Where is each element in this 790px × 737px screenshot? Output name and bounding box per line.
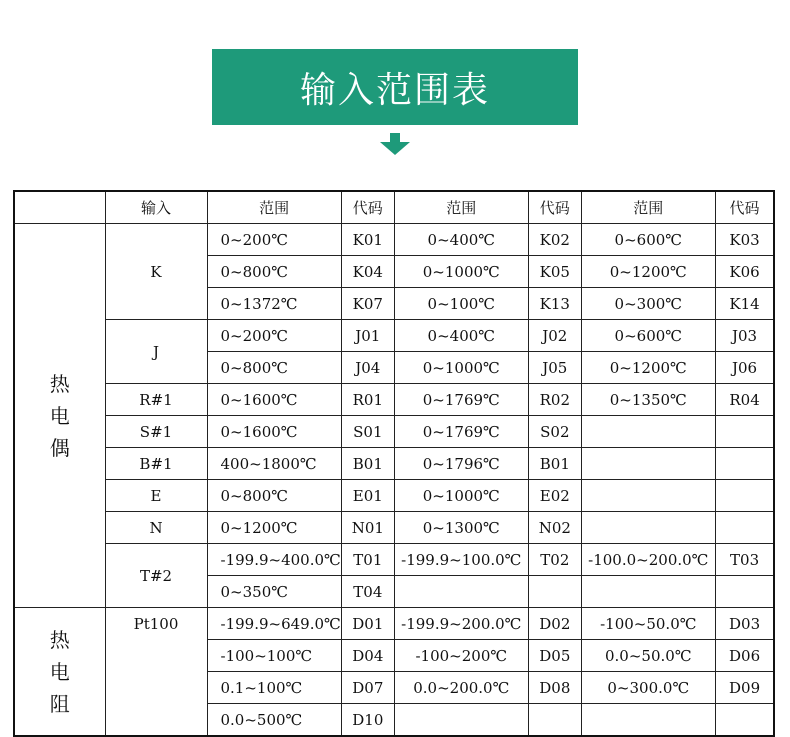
range-cell: 0~400℃ <box>394 224 528 256</box>
range-cell: -100~200℃ <box>394 640 528 672</box>
range-cell: 0~1000℃ <box>394 480 528 512</box>
range-cell: 0~400℃ <box>394 320 528 352</box>
input-type-cell: Pt100 <box>105 608 207 737</box>
thermocouple-category-label <box>14 224 105 608</box>
range-cell <box>394 704 528 737</box>
code-cell <box>715 704 774 737</box>
range-cell: 0~200℃ <box>207 320 341 352</box>
code-cell: E02 <box>528 480 581 512</box>
range-cell: 0~350℃ <box>207 576 341 608</box>
rtd-category-label <box>14 608 105 737</box>
input-type-cell: R#1 <box>105 384 207 416</box>
category-char: 偶 <box>49 435 70 460</box>
code-cell: R01 <box>341 384 394 416</box>
code-cell: K03 <box>715 224 774 256</box>
table-row <box>14 224 774 256</box>
category-char: 电 <box>49 403 70 428</box>
header-cell: 代码 <box>341 191 394 224</box>
range-cell <box>581 416 715 448</box>
title-banner <box>212 49 578 125</box>
input-type-cell: B#1 <box>105 448 207 480</box>
code-cell: S01 <box>341 416 394 448</box>
table-row <box>14 512 774 544</box>
range-cell <box>581 480 715 512</box>
code-cell: J04 <box>341 352 394 384</box>
code-cell: J06 <box>715 352 774 384</box>
range-cell: -199.9~649.0℃ <box>207 608 341 640</box>
code-cell: N02 <box>528 512 581 544</box>
range-cell: 0~800℃ <box>207 480 341 512</box>
code-cell <box>715 576 774 608</box>
code-cell: D07 <box>341 672 394 704</box>
input-type-cell: E <box>105 480 207 512</box>
code-cell: R04 <box>715 384 774 416</box>
range-cell: 0~1372℃ <box>207 288 341 320</box>
code-cell: K04 <box>341 256 394 288</box>
code-cell: D02 <box>528 608 581 640</box>
table-row <box>14 320 774 352</box>
range-cell <box>581 576 715 608</box>
code-cell: T01 <box>341 544 394 576</box>
input-type-cell: T#2 <box>105 544 207 608</box>
code-cell: D10 <box>341 704 394 737</box>
range-cell: 0~1000℃ <box>394 256 528 288</box>
code-cell: T02 <box>528 544 581 576</box>
range-cell: 0~1200℃ <box>207 512 341 544</box>
range-cell: 0~100℃ <box>394 288 528 320</box>
header-cell: 代码 <box>528 191 581 224</box>
header-cell: 范围 <box>581 191 715 224</box>
range-cell: 400~1800℃ <box>207 448 341 480</box>
input-type-cell: S#1 <box>105 416 207 448</box>
code-cell: K06 <box>715 256 774 288</box>
code-cell <box>528 576 581 608</box>
arrow-down-icon <box>380 133 410 155</box>
category-char: 热 <box>49 371 70 396</box>
code-cell: K14 <box>715 288 774 320</box>
code-cell: J05 <box>528 352 581 384</box>
range-cell: 0~800℃ <box>207 352 341 384</box>
code-cell <box>528 704 581 737</box>
range-cell: 0~1600℃ <box>207 416 341 448</box>
code-cell <box>715 480 774 512</box>
range-cell: 0~600℃ <box>581 224 715 256</box>
code-cell <box>715 512 774 544</box>
range-cell <box>394 576 528 608</box>
category-char: 热 <box>49 627 70 652</box>
code-cell: K05 <box>528 256 581 288</box>
range-cell: 0.0~200.0℃ <box>394 672 528 704</box>
range-cell <box>581 448 715 480</box>
code-cell <box>715 416 774 448</box>
header-cell: 代码 <box>715 191 774 224</box>
page-title: 输入范围表 <box>299 69 490 111</box>
range-cell: -100~50.0℃ <box>581 608 715 640</box>
input-type-cell: J <box>105 320 207 384</box>
code-cell: T03 <box>715 544 774 576</box>
range-cell: 0~1350℃ <box>581 384 715 416</box>
code-cell: K07 <box>341 288 394 320</box>
range-cell: 0~600℃ <box>581 320 715 352</box>
range-cell: 0~800℃ <box>207 256 341 288</box>
range-cell: 0~300.0℃ <box>581 672 715 704</box>
range-cell: 0~1000℃ <box>394 352 528 384</box>
code-cell: D09 <box>715 672 774 704</box>
range-cell <box>581 704 715 737</box>
code-cell: D06 <box>715 640 774 672</box>
code-cell: B01 <box>341 448 394 480</box>
range-cell: -100.0~200.0℃ <box>581 544 715 576</box>
code-cell: B01 <box>528 448 581 480</box>
range-cell: 0~1769℃ <box>394 416 528 448</box>
code-cell: K02 <box>528 224 581 256</box>
header-cell: 范围 <box>207 191 341 224</box>
table-row <box>14 608 774 640</box>
header-corner <box>14 191 105 224</box>
code-cell: K01 <box>341 224 394 256</box>
code-cell: K13 <box>528 288 581 320</box>
header-cell: 输入 <box>105 191 207 224</box>
code-cell: D04 <box>341 640 394 672</box>
code-cell: J03 <box>715 320 774 352</box>
input-type-cell: K <box>105 224 207 320</box>
code-cell: T04 <box>341 576 394 608</box>
table-row <box>14 480 774 512</box>
code-cell: D08 <box>528 672 581 704</box>
table-row <box>14 544 774 576</box>
code-cell <box>715 448 774 480</box>
range-cell: 0~1600℃ <box>207 384 341 416</box>
code-cell: D03 <box>715 608 774 640</box>
header-cell: 范围 <box>394 191 528 224</box>
input-range-table <box>13 190 775 737</box>
range-cell: 0~1300℃ <box>394 512 528 544</box>
input-type-cell: N <box>105 512 207 544</box>
category-char: 阻 <box>49 691 70 716</box>
range-cell: 0~1200℃ <box>581 256 715 288</box>
code-cell: S02 <box>528 416 581 448</box>
range-cell: 0~1200℃ <box>581 352 715 384</box>
range-cell: 0.1~100℃ <box>207 672 341 704</box>
range-cell: 0~300℃ <box>581 288 715 320</box>
range-cell: -199.9~100.0℃ <box>394 544 528 576</box>
code-cell: J01 <box>341 320 394 352</box>
range-cell: 0~1769℃ <box>394 384 528 416</box>
code-cell: R02 <box>528 384 581 416</box>
range-cell: 0.0~500℃ <box>207 704 341 737</box>
header-row <box>14 191 774 224</box>
category-char: 电 <box>49 659 70 684</box>
range-cell <box>581 512 715 544</box>
code-cell: D01 <box>341 608 394 640</box>
range-cell: 0.0~50.0℃ <box>581 640 715 672</box>
table-row <box>14 416 774 448</box>
table-row <box>14 448 774 480</box>
range-cell: 0~200℃ <box>207 224 341 256</box>
range-cell: 0~1796℃ <box>394 448 528 480</box>
code-cell: E01 <box>341 480 394 512</box>
code-cell: D05 <box>528 640 581 672</box>
range-cell: -100~100℃ <box>207 640 341 672</box>
code-cell: J02 <box>528 320 581 352</box>
range-cell: -199.9~400.0℃ <box>207 544 341 576</box>
table-row <box>14 384 774 416</box>
range-cell: -199.9~200.0℃ <box>394 608 528 640</box>
code-cell: N01 <box>341 512 394 544</box>
